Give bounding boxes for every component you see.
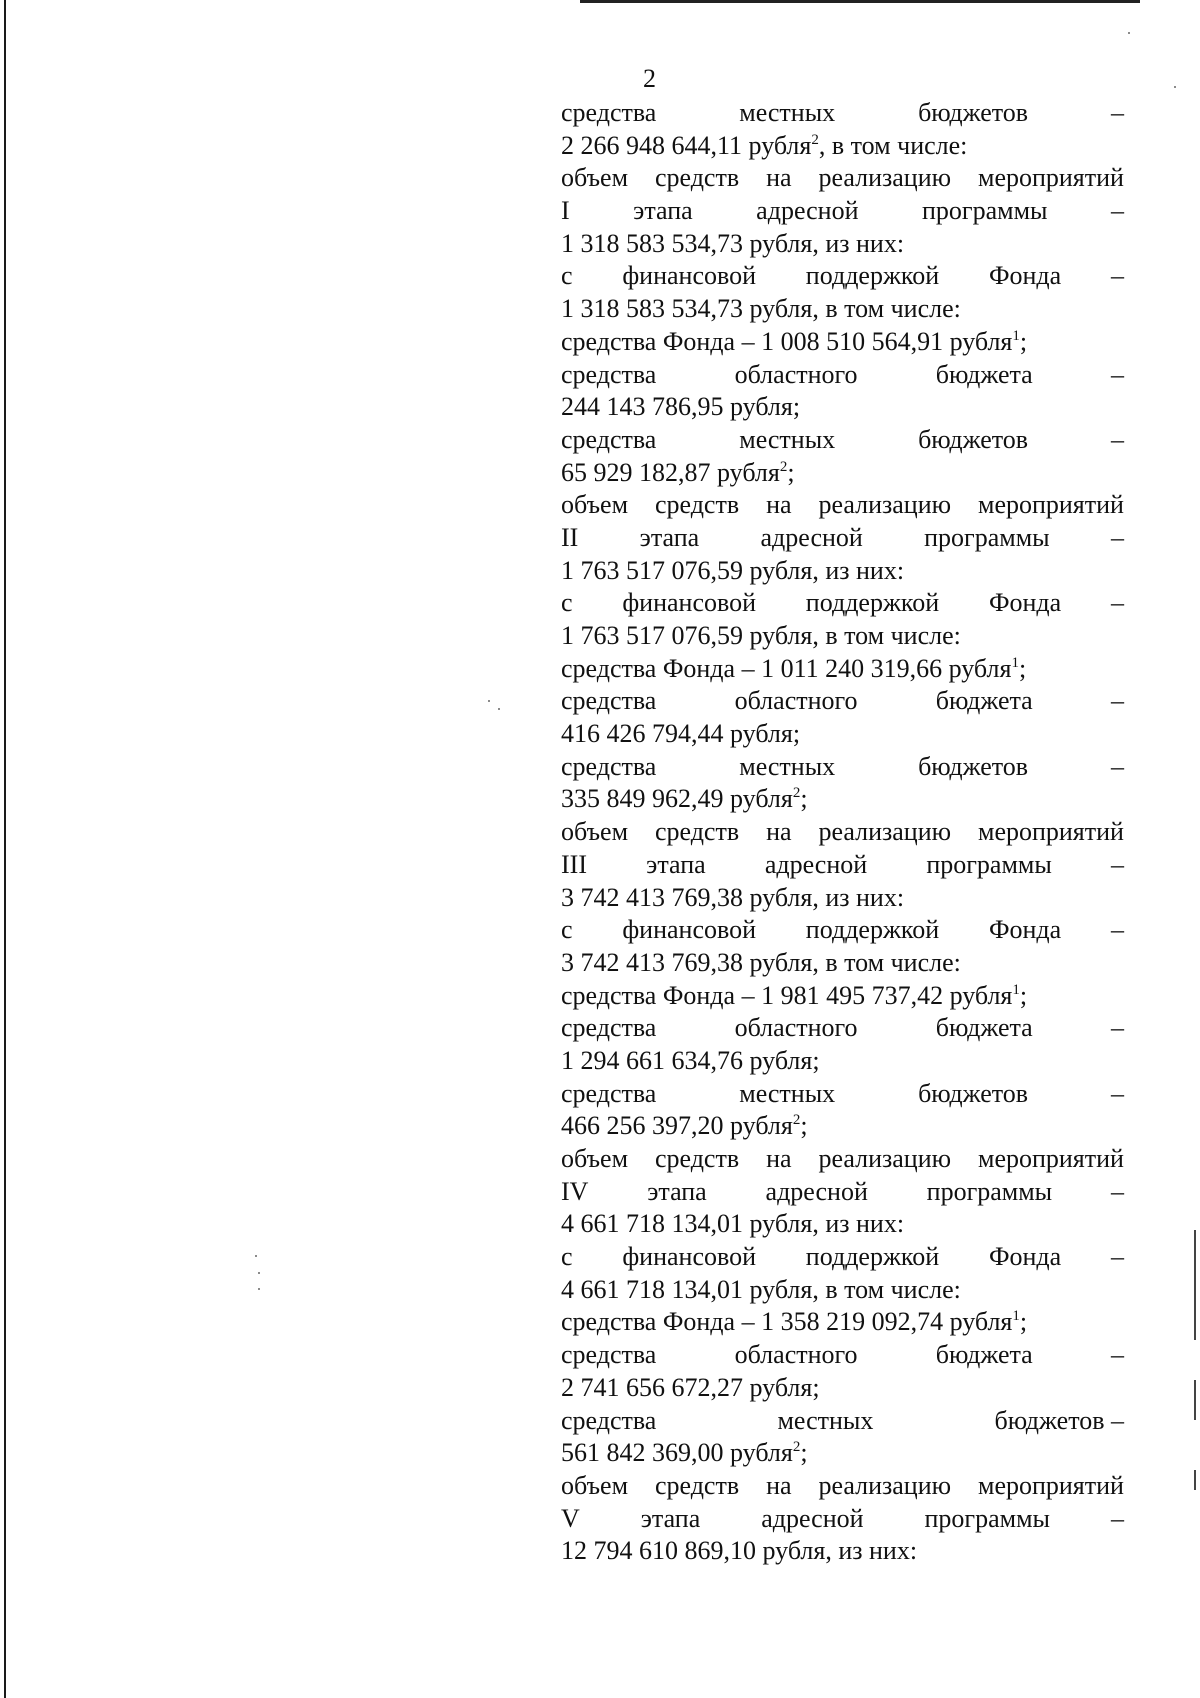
- footnote-marker: 1: [1011, 654, 1019, 671]
- word: объем: [561, 1144, 629, 1173]
- word: программы: [924, 1503, 1051, 1533]
- word: местных: [777, 1405, 874, 1435]
- word: –: [1111, 196, 1124, 226]
- text-line: [561, 882, 1124, 915]
- line-tail: ;: [1018, 653, 1027, 683]
- text-line: [561, 718, 1124, 751]
- footnote-marker: 2: [792, 785, 801, 802]
- word: средства: [561, 424, 657, 454]
- word: мероприятий: [977, 817, 1124, 847]
- word: реализацию: [818, 1470, 952, 1500]
- line-text: 244 143 786,95 рубля;: [561, 392, 801, 422]
- word: на: [766, 1470, 792, 1500]
- word: средства: [561, 1405, 657, 1435]
- word: адресной: [764, 849, 868, 879]
- word: с: [561, 588, 573, 618]
- word: на: [766, 490, 792, 520]
- text-line: [561, 751, 1124, 784]
- scan-speck: [1174, 86, 1176, 88]
- text-line: [561, 1110, 1124, 1143]
- text-line: [561, 1176, 1124, 1209]
- line-tail: ;: [800, 784, 808, 814]
- word: Фонда: [988, 915, 1062, 945]
- line-text: 3 742 413 769,38 рубля, из них:: [561, 882, 905, 912]
- line-text: 65 929 182,87 рубля: [561, 457, 780, 487]
- word: средств: [654, 163, 740, 193]
- text-line: [561, 195, 1124, 228]
- text-line: [561, 391, 1124, 424]
- text-line: [561, 457, 1124, 490]
- word: программы: [924, 522, 1050, 552]
- text-line: [561, 914, 1124, 947]
- text-line: [561, 587, 1124, 620]
- word: финансовой: [622, 261, 757, 291]
- footnote-marker: 2: [792, 1439, 801, 1456]
- word: мероприятий: [977, 1144, 1124, 1173]
- text-line: [561, 326, 1124, 359]
- line-text: средства Фонда – 1 981 495 737,42 рубля: [561, 980, 1013, 1010]
- text-line: [561, 1503, 1124, 1536]
- word: –: [1110, 1013, 1124, 1043]
- scan-speck: [488, 700, 490, 702]
- word: поддержкой: [805, 1242, 940, 1272]
- line-tail: ;: [1019, 1307, 1028, 1337]
- word: –: [1110, 98, 1124, 127]
- scan-speck: [258, 1272, 260, 1274]
- word: бюджетов: [918, 751, 1029, 781]
- word: средств: [654, 817, 740, 847]
- word: финансовой: [622, 915, 757, 945]
- line-text: 1 763 517 076,59 рубля, в том числе:: [561, 621, 961, 650]
- word: I: [561, 196, 570, 226]
- word: –: [1110, 1176, 1124, 1206]
- text-line: [561, 1274, 1124, 1307]
- line-text: 12 794 610 869,10 рубля, из них:: [561, 1536, 918, 1566]
- word: –: [1110, 915, 1124, 945]
- word: на: [766, 817, 792, 847]
- word: –: [1110, 424, 1124, 454]
- footnote-marker: 2: [811, 131, 819, 148]
- word: средства: [561, 1013, 657, 1043]
- scan-right-mark: [1194, 1470, 1196, 1490]
- text-line: [561, 947, 1124, 980]
- line-text: 416 426 794,44 рубля;: [561, 719, 801, 749]
- text-line: [561, 816, 1124, 849]
- word: программы: [926, 849, 1052, 879]
- word: объем: [561, 163, 629, 193]
- word: этапа: [640, 1503, 701, 1533]
- line-tail: ;: [1019, 326, 1028, 356]
- text-line: [561, 359, 1124, 392]
- word: реализацию: [818, 817, 952, 847]
- word: с: [561, 915, 573, 945]
- word: программы: [926, 1176, 1053, 1206]
- word: этапа: [647, 1176, 707, 1206]
- word: V: [561, 1503, 580, 1533]
- word: бюджетов –: [994, 1405, 1124, 1435]
- text-line: [561, 849, 1124, 882]
- text-line: [561, 1012, 1124, 1045]
- text-line: [561, 685, 1124, 718]
- word: средств: [654, 1144, 740, 1173]
- scan-speck: [258, 1288, 260, 1290]
- document-body: [561, 97, 1124, 1568]
- line-tail: , в том числе:: [818, 130, 968, 160]
- word: средства: [561, 1078, 657, 1108]
- word: поддержкой: [805, 261, 940, 291]
- word: –: [1110, 359, 1124, 389]
- word: реализацию: [818, 1144, 952, 1173]
- word: реализацию: [818, 490, 952, 520]
- word: средств: [654, 490, 740, 520]
- word: средства: [561, 751, 657, 781]
- text-line: [561, 293, 1124, 326]
- line-text: 3 742 413 769,38 рубля, в том числе:: [561, 947, 961, 977]
- text-line: [561, 97, 1124, 130]
- text-line: [561, 1241, 1124, 1274]
- word: адресной: [756, 196, 859, 226]
- text-line: [561, 620, 1124, 653]
- word: этапа: [646, 849, 706, 879]
- word: бюджетов: [918, 98, 1029, 127]
- scan-speck: [1128, 32, 1130, 34]
- word: адресной: [765, 1176, 868, 1206]
- word: Фонда: [988, 588, 1062, 618]
- line-text: средства Фонда – 1 008 510 564,91 рубля: [561, 326, 1013, 356]
- word: мероприятий: [977, 163, 1124, 193]
- footnote-marker: 2: [792, 1112, 801, 1129]
- word: Фонда: [988, 261, 1062, 291]
- word: –: [1110, 751, 1124, 781]
- line-tail: ;: [800, 1438, 808, 1468]
- word: адресной: [761, 1503, 864, 1533]
- line-tail: ;: [787, 457, 795, 487]
- word: на: [766, 163, 792, 193]
- word: областного: [734, 686, 858, 716]
- text-line: [561, 1470, 1124, 1503]
- word: средств: [654, 1470, 740, 1500]
- scan-top-edge: [580, 0, 1140, 3]
- text-line: [561, 424, 1124, 457]
- text-line: [561, 1208, 1124, 1241]
- line-text: 561 842 369,00 рубля: [561, 1438, 793, 1468]
- text-line: [561, 555, 1124, 588]
- text-line: [561, 783, 1124, 816]
- text-line: [561, 980, 1124, 1013]
- word: объем: [561, 1470, 629, 1500]
- word: III: [561, 849, 587, 879]
- word: бюджетов: [918, 1078, 1029, 1108]
- text-line: [561, 1078, 1124, 1111]
- word: объем: [561, 817, 629, 847]
- word: программы: [922, 196, 1048, 226]
- text-line: [561, 1535, 1124, 1568]
- text-line: [561, 1405, 1124, 1438]
- word: –: [1110, 1078, 1124, 1108]
- word: финансовой: [622, 1242, 757, 1272]
- word: мероприятий: [977, 490, 1124, 520]
- text-line: [561, 1339, 1124, 1372]
- word: средства: [561, 98, 657, 127]
- word: областного: [734, 359, 858, 389]
- word: областного: [734, 1013, 858, 1043]
- word: IV: [561, 1176, 589, 1206]
- text-line: [561, 260, 1124, 293]
- word: местных: [739, 1078, 836, 1108]
- line-text: 1 294 661 634,76 рубля;: [561, 1045, 820, 1075]
- footnote-marker: 1: [1012, 981, 1020, 998]
- word: на: [766, 1144, 792, 1173]
- scan-left-edge: [4, 0, 6, 1698]
- word: II: [561, 522, 579, 552]
- text-line: [561, 653, 1124, 686]
- footnote-marker: 2: [779, 458, 788, 475]
- word: местных: [739, 424, 836, 454]
- word: этапа: [633, 196, 693, 226]
- text-line: [561, 1306, 1124, 1339]
- word: мероприятий: [977, 1470, 1124, 1500]
- word: областного: [734, 1340, 858, 1370]
- line-text: 1 318 583 534,73 рубля, в том числе:: [561, 294, 961, 324]
- word: с: [561, 261, 573, 291]
- word: бюджета: [935, 1340, 1033, 1370]
- word: –: [1110, 1242, 1124, 1272]
- line-text: 1 763 517 076,59 рубля, из них:: [561, 555, 905, 585]
- word: средства: [561, 686, 657, 716]
- text-line: [561, 1143, 1124, 1176]
- word: этапа: [639, 522, 700, 552]
- word: поддержкой: [805, 915, 940, 945]
- word: бюджетов: [918, 424, 1029, 454]
- line-text: 1 318 583 534,73 рубля, из них:: [561, 228, 905, 258]
- word: бюджета: [935, 686, 1033, 716]
- word: средства: [561, 1340, 657, 1370]
- word: с: [561, 1242, 573, 1272]
- word: средства: [561, 359, 657, 389]
- line-tail: ;: [800, 1111, 808, 1141]
- word: бюджета: [935, 1013, 1033, 1043]
- word: объем: [561, 490, 629, 520]
- word: –: [1110, 588, 1124, 618]
- word: финансовой: [622, 588, 757, 618]
- footnote-marker: 1: [1012, 327, 1020, 344]
- word: местных: [739, 751, 836, 781]
- text-line: [561, 522, 1124, 555]
- text-line: [561, 1045, 1124, 1078]
- line-text: 4 661 718 134,01 рубля, из них:: [561, 1209, 905, 1239]
- word: местных: [739, 98, 836, 127]
- page-number: 2: [643, 64, 656, 93]
- word: поддержкой: [805, 588, 940, 618]
- footnote-marker: 1: [1012, 1308, 1020, 1325]
- word: –: [1110, 261, 1124, 291]
- scan-speck: [255, 1255, 257, 1257]
- line-text: 4 661 718 134,01 рубля, в том числе:: [561, 1274, 961, 1304]
- word: –: [1110, 1503, 1124, 1533]
- text-line: [561, 1372, 1124, 1405]
- text-line: [561, 489, 1124, 522]
- line-text: средства Фонда – 1 011 240 319,66 рубля: [561, 653, 1012, 683]
- line-tail: ;: [1019, 980, 1028, 1010]
- word: реализацию: [818, 163, 952, 193]
- line-text: 2 741 656 672,27 рубля;: [561, 1372, 820, 1402]
- line-text: 335 849 962,49 рубля: [561, 784, 793, 814]
- line-text: 2 266 948 644,11 рубля: [561, 130, 812, 160]
- scan-speck: [498, 708, 500, 710]
- line-text: средства Фонда – 1 358 219 092,74 рубля: [561, 1307, 1013, 1337]
- text-line: [561, 162, 1124, 195]
- word: бюджета: [935, 359, 1033, 389]
- line-text: 466 256 397,20 рубля: [561, 1111, 793, 1141]
- word: –: [1110, 1340, 1124, 1370]
- text-line: [561, 1437, 1124, 1470]
- word: –: [1110, 686, 1124, 716]
- text-line: [561, 130, 1124, 163]
- word: адресной: [760, 522, 863, 552]
- scan-right-mark: [1194, 1380, 1196, 1420]
- word: Фонда: [988, 1242, 1062, 1272]
- word: –: [1111, 849, 1124, 879]
- scan-right-mark: [1194, 1230, 1196, 1340]
- text-line: [561, 228, 1124, 261]
- word: –: [1110, 522, 1124, 552]
